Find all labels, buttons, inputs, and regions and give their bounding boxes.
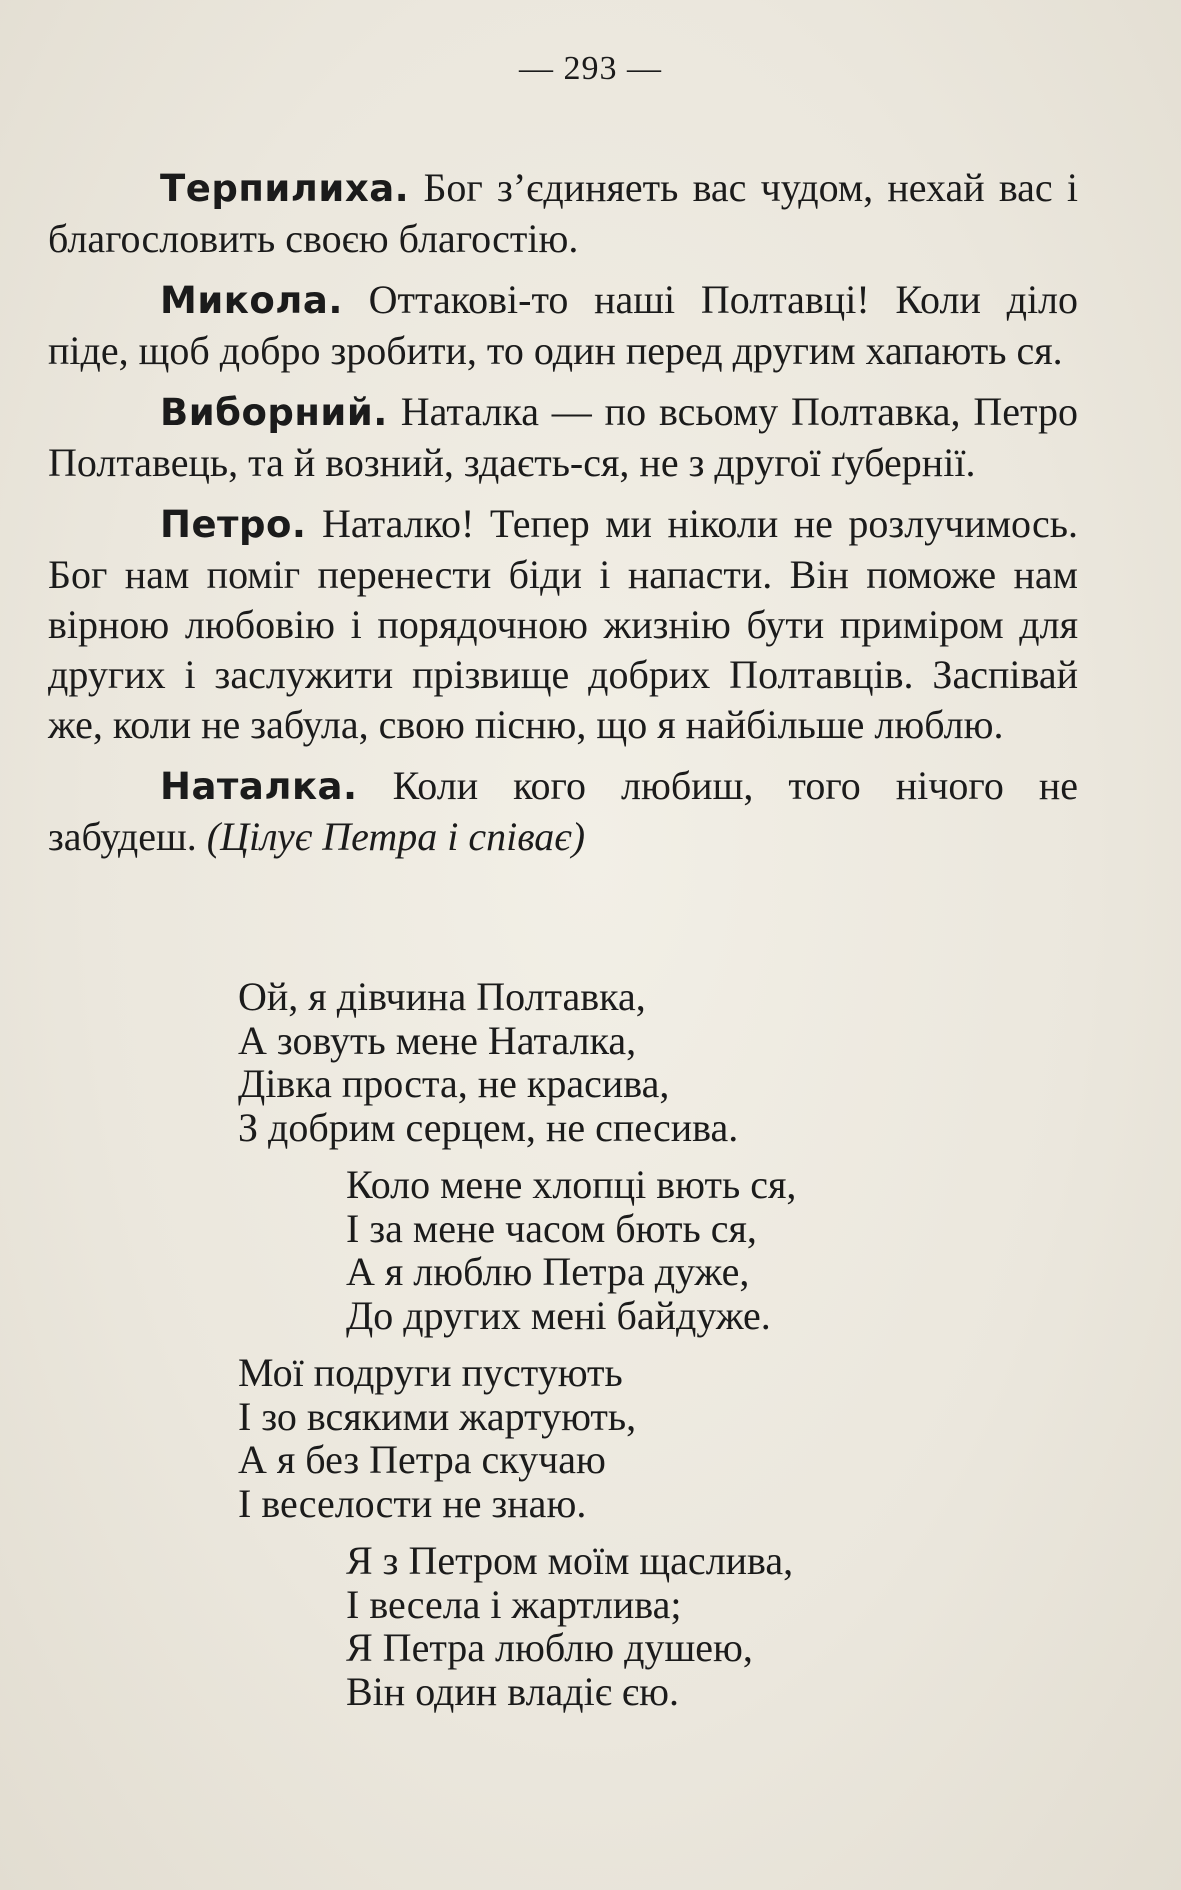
stage-direction: (Цілує Петра і співає): [206, 814, 586, 859]
verse-line: Коло мене хлопці вють ся,: [346, 1162, 797, 1207]
verse-line: А зовуть мене Наталка,: [238, 1017, 637, 1063]
speaker-name: Наталка.: [160, 765, 358, 808]
verse-line: З добрим серцем, не спесива.: [238, 1104, 739, 1150]
speaker-name: Терпилиха.: [160, 167, 410, 210]
verse-line: Він один владіє єю.: [346, 1668, 679, 1714]
speaker-name: Микола.: [160, 279, 343, 322]
verse-line: Ой, я дівчина Полтавка,: [238, 974, 646, 1019]
verse-line: А я без Петра скучаю: [238, 1437, 606, 1482]
dialogue-text: Наталко! Тепер ми ніколи не розлучимось. Бог нам поміг перенести біди і напасти. Він поможе нам вірною любовію і порядочною жизнію бути приміром для других і заслужити прізвище добрих Полтавців. Заспівай же, коли не забула, свою пісню, що я найбільше люблю.: [48, 501, 1079, 747]
verse-line: І веселости не знаю.: [238, 1480, 587, 1526]
dialogue-text: Наталка — по всьому Полтавка, Петро Полтавець, та й возний, здаєть-ся, не з другої ґубернії.: [48, 389, 1079, 485]
verse-line: І весела і жартлива;: [346, 1581, 682, 1627]
song-stanza-4: [238, 1539, 796, 1713]
dialogue-text: Оттакові-то наші Полтавці! Коли діло піде, щоб добро зробити, то один перед другим хапають ся.: [48, 277, 1079, 373]
dialogue-paragraph-mykola: [48, 275, 1078, 376]
dialogue-paragraph-terpylykha: [48, 163, 1078, 264]
speaker-name: Виборний.: [160, 391, 388, 434]
dialogue-paragraph-vybornyi: [48, 387, 1078, 488]
song-stanza-3: [238, 1351, 796, 1525]
verse-line: Дівка проста, не красива,: [238, 1061, 670, 1106]
dialogue-paragraph-petro: [48, 499, 1078, 750]
verse-line: А я люблю Петра дуже,: [346, 1249, 750, 1294]
song-stanza-1: [238, 975, 796, 1149]
verse-line: Мої подруги пустують: [238, 1350, 623, 1395]
page-number: — 293 —: [519, 50, 662, 87]
verse-line: Я з Петром моїм щаслива,: [346, 1538, 794, 1583]
dialogue-text: Бог з’єдиняеть вас чудом, нехай вас і благословить своєю благостію.: [48, 165, 1079, 261]
verse-line: І за мене часом бють ся,: [346, 1205, 757, 1251]
dialogue-text: Коли кого любиш, того нічого не забудеш.: [48, 763, 1078, 859]
verse-line: І зо всякими жартують,: [238, 1393, 637, 1439]
verse-line: Я Петра люблю душею,: [346, 1625, 753, 1670]
verse-line: До других мені байдуже.: [346, 1292, 771, 1338]
speaker-name: Петро.: [160, 503, 307, 546]
dialogue-paragraph-natalka: [48, 761, 1078, 862]
song-verses: [238, 975, 796, 1727]
dialogue-section: [48, 163, 1078, 873]
song-stanza-2: [238, 1163, 796, 1337]
